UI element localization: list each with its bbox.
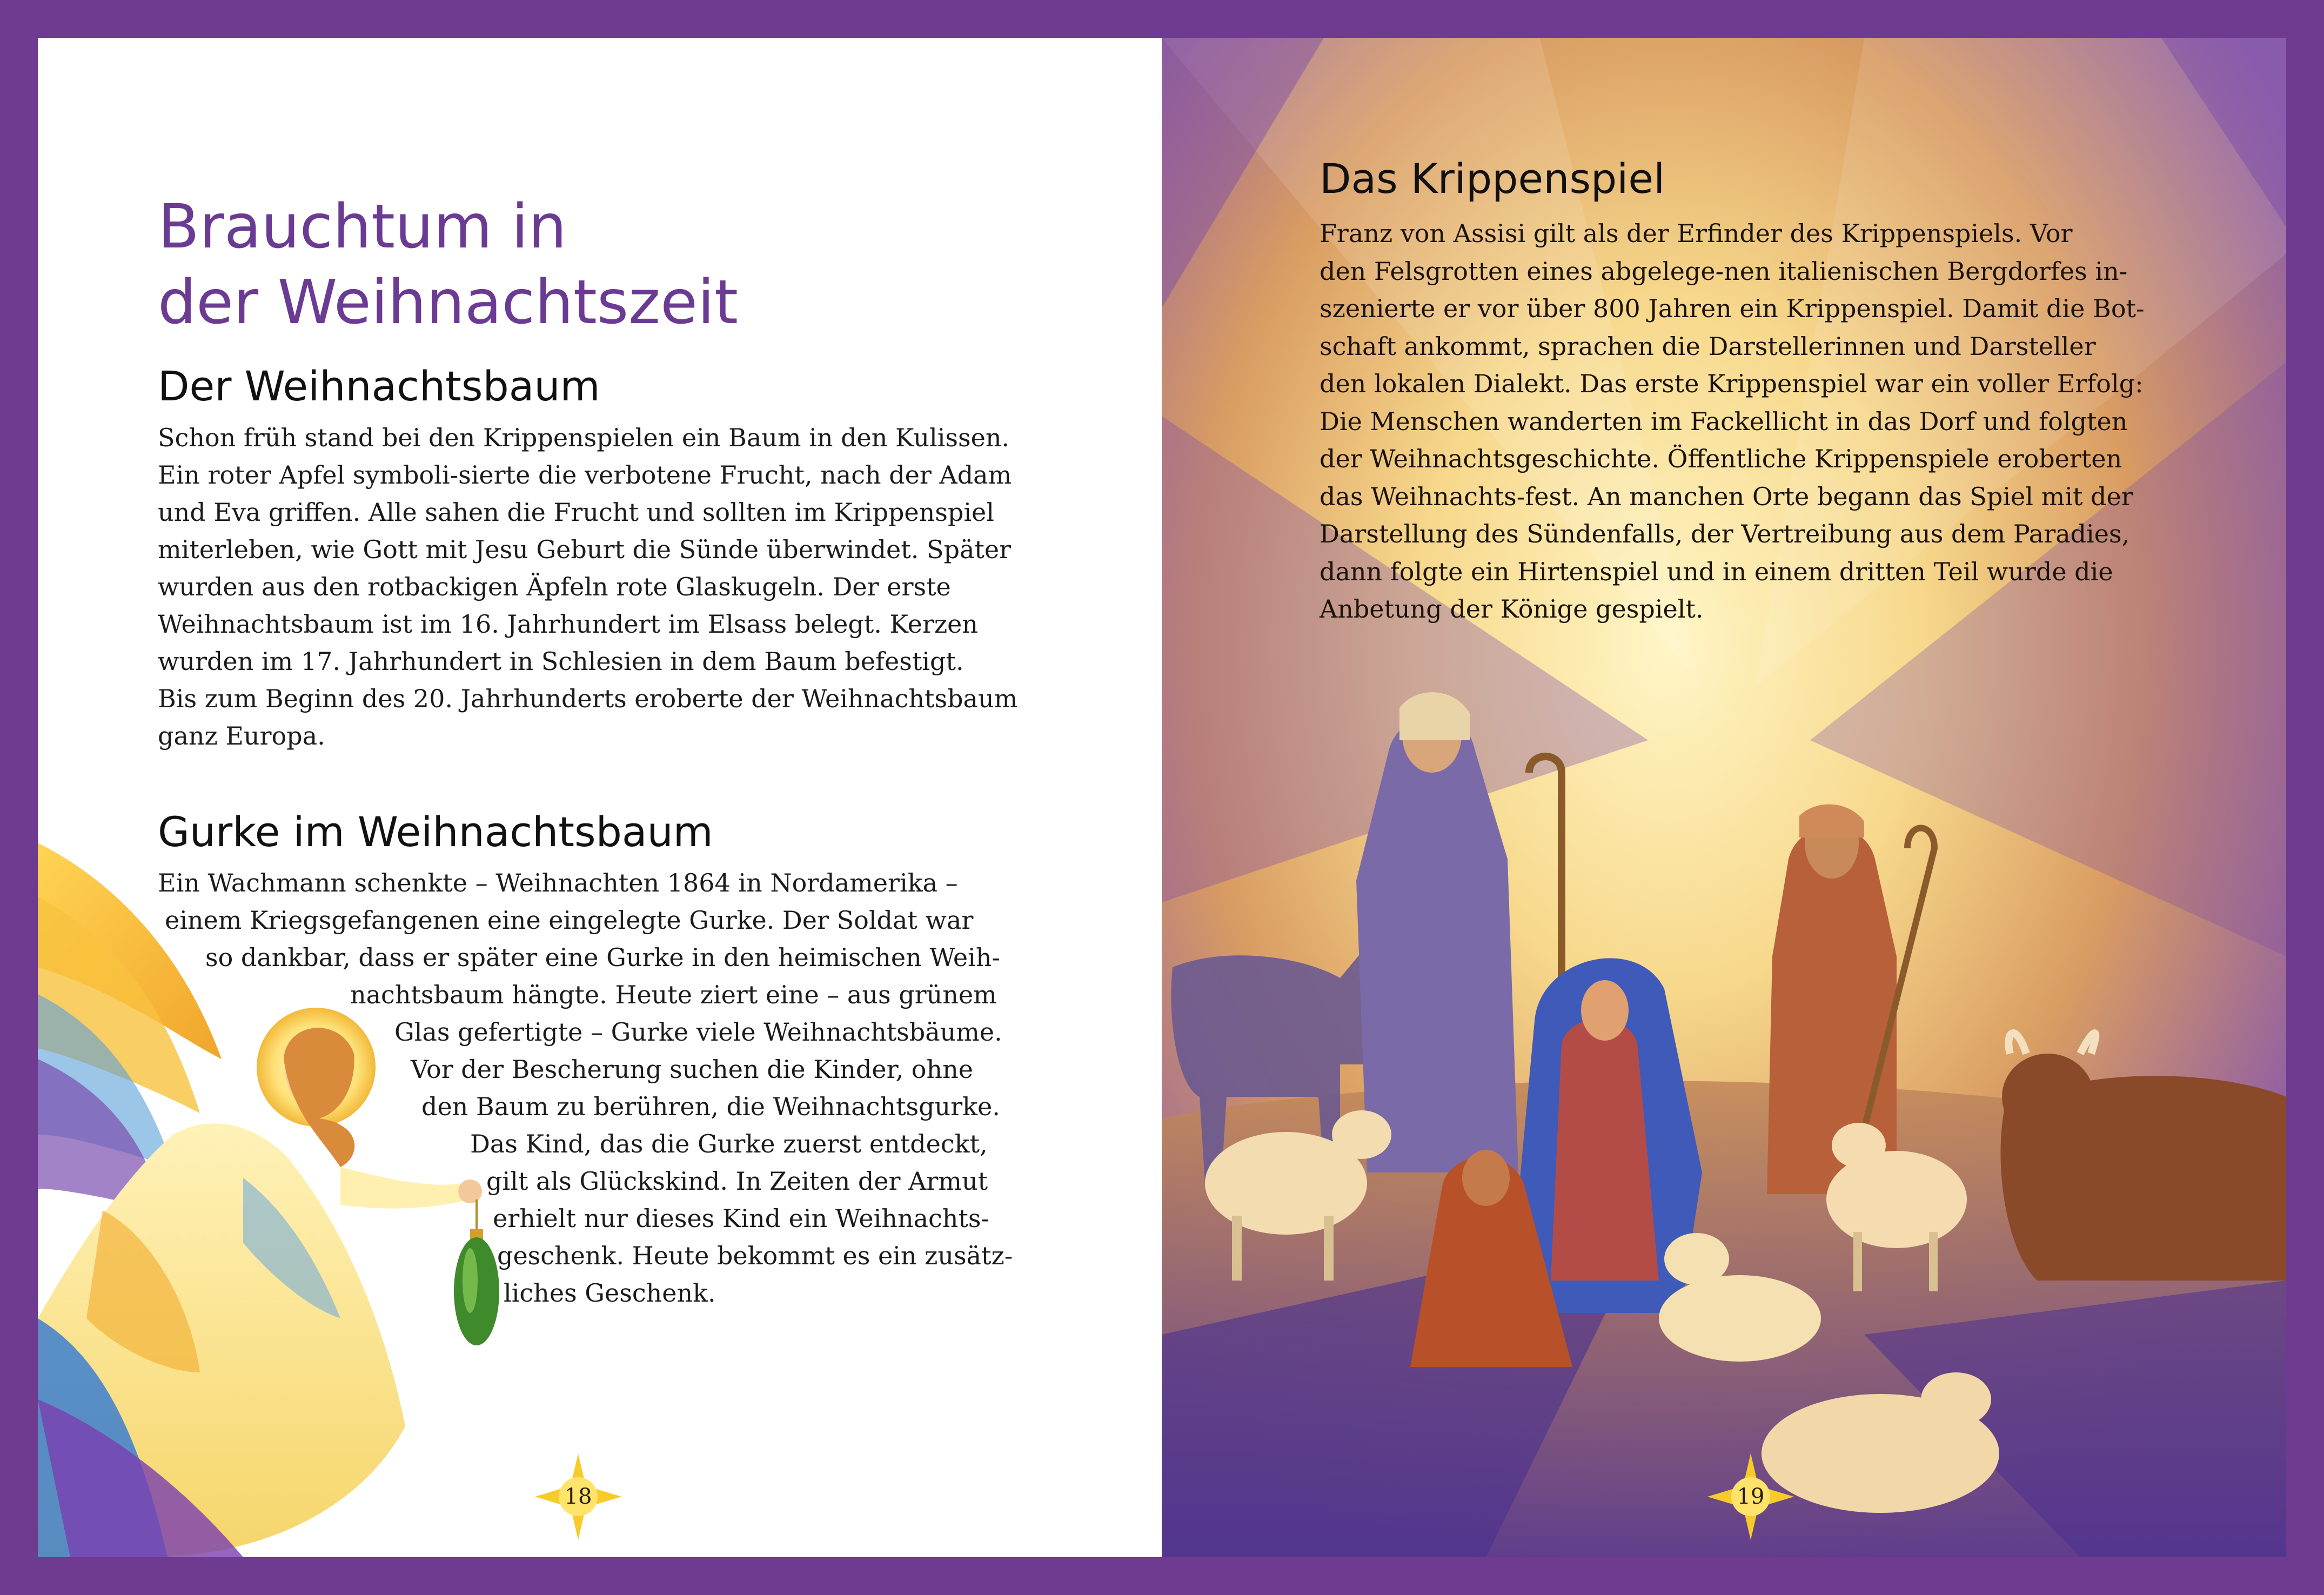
text-line: Glas gefertigte – Gurke viele Weihnachtsbäume. (394, 1017, 1002, 1047)
weihnachtsbaum-paragraph (158, 419, 1017, 755)
krippenspiel-paragraph (1320, 215, 2145, 628)
text-line: Schon früh stand bei den Krippenspielen ein Baum in den Kulissen. (158, 423, 1010, 452)
page-number-19 (1702, 1448, 1799, 1545)
text-line: Die Menschen wanderten im Fackellicht in das Dorf und folgten (1320, 406, 2128, 436)
text-line: den Baum zu berühren, die Weihnachtsgurke. (421, 1092, 1000, 1121)
text-line: geschenk. Heute bekommt es ein zusätz- (497, 1241, 1013, 1270)
text-line: Vor der Bescherung suchen die Kinder, ohne (411, 1055, 973, 1084)
text-line: miterleben, wie Gott mit Jesu Geburt die Sünde überwindet. Später (158, 535, 1012, 564)
text-line: einem Kriegsgefangenen eine eingelegte Gurke. Der Soldat war (165, 906, 974, 935)
text-line: Anbetung der Könige gespielt. (1320, 594, 1704, 624)
section-heading-krippenspiel: Das Krippenspiel (1320, 155, 1665, 203)
section-heading-weihnachtsbaum: Der Weihnachtsbaum (158, 362, 600, 410)
right-page (1162, 38, 2286, 1557)
text-line: erhielt nur dieses Kind ein Weihnachts- (493, 1204, 990, 1233)
text-line: Bis zum Beginn des 20. Jahrhunderts eroberte der Weihnachtsbaum (158, 684, 1018, 713)
text-line: schaft ankommt, sprachen die Darstellerinnen und Darsteller (1320, 331, 2096, 361)
text-line: wurden aus den rotbackigen Äpfeln rote Glaskugeln. Der erste (158, 572, 951, 601)
page-number-18 (530, 1448, 627, 1545)
text-line: dann folgte ein Hirtenspiel und in einem dritten Teil wurde die (1320, 557, 2113, 586)
text-line: das Weihnachts-fest. An manchen Orte begann das Spiel mit der (1320, 481, 2133, 511)
text-line: so dankbar, dass er später eine Gurke in den heimischen Weih- (205, 943, 1001, 972)
text-line: Ein Wachmann schenkte – Weihnachten 1864 in Nordamerika – (158, 868, 958, 897)
text-line: liches Geschenk. (504, 1278, 716, 1308)
text-line: der Weihnachtsgeschichte. Öffentliche Krippenspiele eroberten (1320, 444, 2122, 473)
text-line: Darstellung des Sündenfalls, der Vertreibung aus dem Paradies, (1320, 519, 2130, 548)
text-line: gilt als Glückskind. In Zeiten der Armut (486, 1167, 988, 1196)
left-page (38, 38, 1162, 1557)
page-title: Brauchtum in der Weihnachtszeit (158, 192, 739, 338)
text-line: Ein roter Apfel symboli-sierte die verbotene Frucht, nach der Adam (158, 460, 1012, 490)
text-line: und Eva griffen. Alle sahen die Frucht und sollten im Krippenspiel (158, 498, 994, 527)
text-line: wurden im 17. Jahrhundert in Schlesien in dem Baum befestigt. (158, 647, 964, 676)
text-line: Franz von Assisi gilt als der Erfinder des Krippenspiels. Vor (1320, 219, 2073, 248)
page-number-label: 19 (1737, 1484, 1765, 1509)
text-line: nachtsbaum hängte. Heute ziert eine – aus grünem (350, 980, 997, 1009)
text-line: ganz Europa. (158, 721, 325, 750)
text-line: Weihnachtsbaum ist im 16. Jahrhundert im Elsass belegt. Kerzen (158, 609, 978, 639)
text-line: den Felsgrotten eines abgelege-nen italienischen Bergdorfes in- (1320, 256, 2128, 286)
page-number-label: 18 (564, 1484, 592, 1509)
section-heading-gurke: Gurke im Weihnachtsbaum (158, 808, 713, 856)
gurke-paragraph (38, 864, 1119, 1312)
text-line: Das Kind, das die Gurke zuerst entdeckt, (470, 1129, 988, 1158)
text-line: szenierte er vor über 800 Jahren ein Krippenspiel. Damit die Bot- (1320, 294, 2145, 323)
text-line: den lokalen Dialekt. Das erste Krippenspiel war ein voller Erfolg: (1320, 369, 2144, 398)
